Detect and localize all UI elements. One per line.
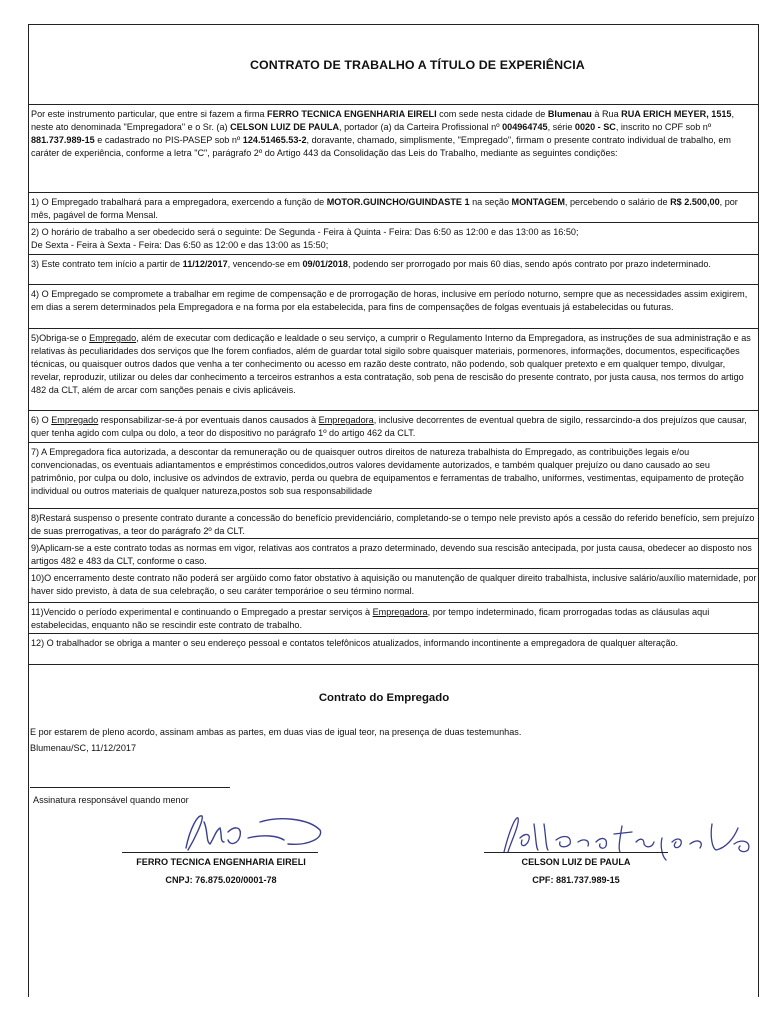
ctps-serie: 0020 - SC — [574, 122, 616, 132]
pis-number: 124.51465.53-2 — [242, 135, 307, 145]
clause-2 — [28, 222, 759, 254]
underlined-term: Empregadora — [318, 415, 374, 425]
minor-signature-label: Assinatura responsável quando menor — [33, 795, 189, 805]
clause-1 — [28, 192, 759, 222]
employer-name: FERRO TECNICA ENGENHARIA EIRELI — [136, 857, 306, 867]
clause-4: 4) O Empregado se compromete a trabalhar em regime de compensação e de prorrogação de horas, inclusive em período noturno, sempre que as necessidades assim exigirem, em dias a serem determinados pela Empregadora e na forma por ela estabelecida, para fins de compensações de folgas eventuais já estabelecidas ou futuras. — [28, 284, 759, 328]
underlined-term: Empregado — [51, 415, 99, 425]
agreement-text: E por estarem de pleno acordo, assinam ambas as partes, em duas vias de igual teor, na presença de duas testemunhas. — [30, 727, 522, 737]
clause-text: responsabilizar-se-á por eventuais danos causados à — [98, 415, 319, 425]
intro-text: , inscrito no CPF sob nº — [615, 122, 712, 132]
clause-12: 12) O trabalhador se obriga a manter o seu endereço pessoal e contatos telefônicos atualizados, informando incontinente a empregadora de qualquer alteração. — [28, 633, 759, 665]
clause-text: 3) Este contrato tem início a partir de — [31, 259, 183, 269]
clause-3 — [28, 254, 759, 284]
intro-text: , doravante, chamado, simplismente, "Empregado", firmam o presente contrato individual de trabalho, em caráter de experiência, conforme a letra "C", parágrafo 2º do Artigo 443 da Consolidação das Leis do Trabalho, mediante as seguintes condições: — [31, 135, 731, 158]
intro-text: e cadastrado no PIS-PASEP sob nº — [94, 135, 243, 145]
end-date: 09/01/2018 — [302, 259, 348, 269]
clause-9: 9)Aplicam-se a este contrato todas as normas em vigor, relativas aos contratos a prazo determinado, devendo sua rescisão antecipada, por justa causa, obedecer ao disposto nos artigos 482 e 483 da CLT, conforme o caso. — [28, 538, 759, 568]
employee-signer-name: CELSON LUIZ DE PAULA — [521, 857, 631, 867]
company-name: FERRO TECNICA ENGENHARIA EIRELI — [267, 109, 437, 119]
salary-value: R$ 2.500,00 — [670, 197, 720, 207]
schedule-line: De Sexta - Feira à Sexta - Feira: Das 6:50 as 12:00 e das 13:00 as 15:50; — [31, 240, 329, 250]
intro-text: , portador (a) da Carteira Profissional nº — [339, 122, 503, 132]
employer-cnpj: CNPJ: 76.875.020/0001-78 — [165, 875, 277, 885]
clause-text: 11)Vencido o período experimental e continuando o Empregado a prestar serviços à — [31, 607, 373, 617]
page-title: CONTRATO DE TRABALHO A TÍTULO DE EXPERIÊNCIA — [250, 58, 585, 72]
place-date: Blumenau/SC, 11/12/2017 — [30, 743, 136, 753]
clause-intro — [28, 104, 759, 192]
clause-text: , por mês, pagável de forma Mensal. — [31, 197, 738, 220]
clause-text: , percebendo o salário de — [564, 197, 671, 207]
clause-8: 8)Restará suspenso o presente contrato durante a concessão do benefício previdenciário, completando-se o tempo nele previsto após a cessão do referido benefício, sem prejuízo de suas prerrogativas, a teor do parágrafo 2º da CLT. — [28, 508, 759, 538]
schedule-line: 2) O horário de trabalho a ser obedecido será o seguinte: De Segunda - Feira à Quinta - Feira: Das 6:50 as 12:00 e das 13:00 as 16:50; — [31, 227, 579, 237]
clause-text: 5)Obriga-se o — [31, 333, 90, 343]
intro-text: com sede nesta cidade de — [436, 109, 548, 119]
clause-text: , inclusive decorrentes de eventual quebra de sigilo, ressarcindo-a dos prejuízos que causar, quer tenha agido com culpa ou dolo, a teor do dispositivo no parágrafo 1º do artigo 462 da CLT. — [31, 415, 747, 438]
employee-signature-line — [484, 852, 668, 853]
clause-10: 10)O encerramento deste contrato não poderá ser argüido como fator obstativo à aquisição ou manutenção de qualquer direito trabalhista, inclusive salário/auxílio maternidade, por haver sido previsto, à data de sua celebração, o seu caráter temporárioe o seu término normal. — [28, 568, 759, 602]
company-city: Blumenau — [547, 109, 592, 119]
clause-text: na seção — [469, 197, 512, 207]
employee-name: CELSON LUIZ DE PAULA — [230, 122, 340, 132]
clause-text: , podendo ser prorrogado por mais 60 dias, sendo após contrato por prazo indeterminado. — [347, 259, 711, 269]
clause-5 — [28, 328, 759, 410]
intro-text: Por este instrumento particular, que entre si fazem a firma — [31, 109, 268, 119]
signature-heading: Contrato do Empregado — [318, 692, 450, 704]
minor-signature-line — [30, 787, 230, 788]
clause-text: , além de executar com dedicação e lealdade o seu serviço, a cumprir o Regulamento Interno da Empregadora, as instruções de sua administração e as relativas às peculiaridades dos serviços que lhe forem confiados, além de guardar total sigilo sobre quaisquer materiais, pormenores, informações, documentos, especificações técnicas, ou quaisquer outros dados que venha a ter conhecimento ou acesso em razão deste contrato, não podendo, sob qualquer pretexto e em qualquer tempo, divulgar, revelar, reproduzir, utilizar ou deles dar conhecimento a terceiros estranhos a esta contratação, sob pena de rescisão do presente contrato, por justa causa, nos termos do artigo 482 da CLT, além de arcar com sanções penais e civis aplicáveis. — [31, 333, 751, 395]
intro-text: , neste ato denominada "Empregadora" e o Sr. (a) — [31, 109, 735, 132]
intro-text: à Rua — [591, 109, 622, 119]
ctps-number: 004964745 — [502, 122, 548, 132]
underlined-term: Empregado — [89, 333, 137, 343]
clause-11 — [28, 602, 759, 633]
employee-cpf: CPF: 881.737.989-15 — [532, 875, 620, 885]
intro-text: , série — [547, 122, 575, 132]
cpf-number: 881.737.989-15 — [31, 135, 95, 145]
contract-clauses — [28, 104, 759, 665]
start-date: 11/12/2017 — [182, 259, 228, 269]
clause-text: 1) O Empregado trabalhará para a empregadora, exercendo a função de — [31, 197, 327, 207]
company-street: RUA ERICH MEYER, 1515 — [621, 109, 732, 119]
clause-6 — [28, 410, 759, 442]
clause-text: , por tempo indeterminado, ficam prorrogadas todas as cláusulas aqui estabelecidas, enquanto não se rescindir este contrato de trabalho. — [31, 607, 710, 630]
clause-7: 7) A Empregadora fica autorizada, a descontar da remuneração ou de quaisquer outros direitos de natureza trabalhista do Empregado, as contribuições legais e/ou convencionadas, os eventuais adiantamentos e empréstimos concedidos,outros valores devidamente autorizados, e também qualquer prejuízo ou dano causado ao seu patrimônio, por culpa ou dolo, inclusive os advindos de extravio, perda ou quebra de equipamentos e ferramentas de trabalho, uniformes, vestimentas, equipamento de proteção individual ou outros materiais de qualquer natureza,postos sob sua responsabilidade — [28, 442, 759, 508]
clause-text: 6) O — [31, 415, 52, 425]
employer-signature-line — [122, 852, 318, 853]
job-section: MONTAGEM — [511, 197, 565, 207]
job-role: MOTOR.GUINCHO/GUINDASTE 1 — [326, 197, 470, 207]
clause-text: , vencendo-se em — [227, 259, 303, 269]
underlined-term: Empregadora — [372, 607, 428, 617]
